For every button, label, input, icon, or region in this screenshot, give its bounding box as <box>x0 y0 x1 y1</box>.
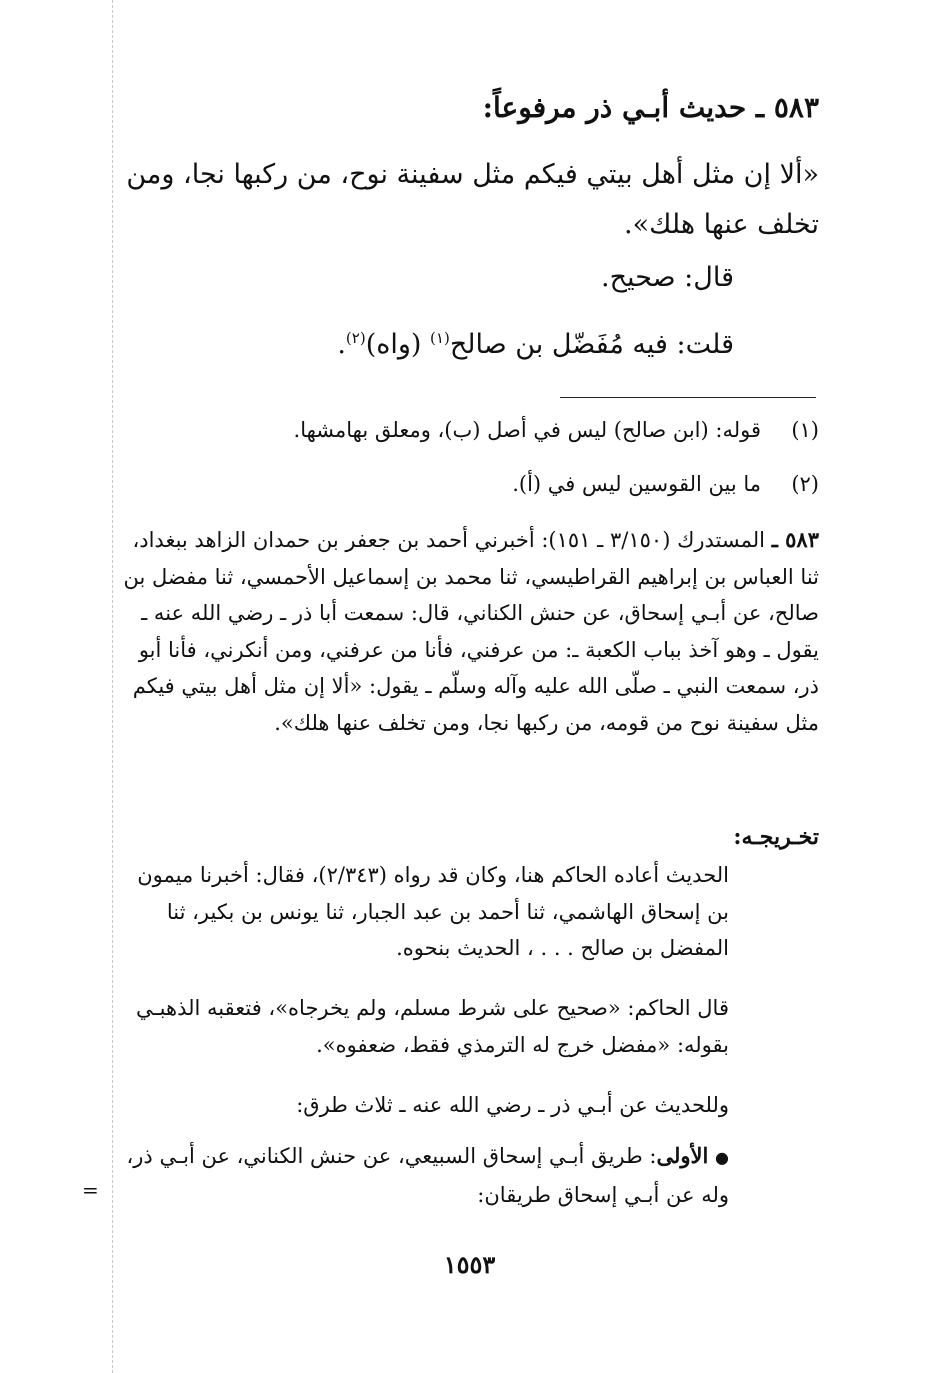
continuation-mark: = <box>82 1178 99 1202</box>
takhrij-heading: تخـريجـه: <box>733 824 819 850</box>
hadith-text: «ألا إن مثل أهل بيتي فيكم مثل سفينة نوح، من ركبها نجا، ومن تخلف عنها هلك». <box>126 159 819 240</box>
footnote-ref-2[interactable]: (٢) <box>345 329 366 347</box>
footnote-1-text: قوله: (ابن صالح) ليس في أصل (ب)، ومعلق بهامشها. <box>293 418 761 442</box>
hakim-verdict: قال: صحيح. <box>601 262 734 293</box>
footnote-1 <box>119 414 819 446</box>
footnote-ref-1[interactable]: (١) <box>430 329 450 347</box>
footnote-1-number: (١) <box>791 418 819 442</box>
commentary-text: المستدرك (٣/١٥٠ ـ ١٥١): أخبرني أحمد بن جعفر بن حمدان الزاهد ببغداد، ثنا العباس بن إبراهيم القراطيسي، ثنا محمد بن إسماعيل الأحمسي، ثنا مفضل بن صالح، عن أبـي إسحاق، عن حنش الكناني، قال: سمعت أبا ذر ـ رضي الله عنه ـ يقول ـ وهو آخذ بباب الكعبة ـ: من عرفني، فأنا من عرفني، ومن أنكرني، فأنا أبو ذر، سمعت النبي ـ صلّى الله عليه وآله وسلّم ـ يقول: «ألا إن مثل أهل بيتي فيكم مثل سفينة نوح من قومه، من ركبها نجا، ومن تخلف عنها هلك». <box>123 528 819 735</box>
takhrij-paragraph-1: الحديث أعاده الحاكم هنا، وكان قد رواه (٢/٣٤٣)، فقال: أخبرنا ميمون بن إسحاق الهاشمي، ثنا أحمد بن عبد الجبار، ثنا يونس بن بكير، ثنا المفضل بن صالح . . . ، الحديث بنحوه. <box>137 863 729 960</box>
route-label: الأولى <box>656 1143 709 1168</box>
hadith-heading: ٥٨٣ ـ حديث أبـي ذر مرفوعاً: <box>482 91 819 124</box>
commentary-paragraph <box>119 522 819 741</box>
bullet-icon: ● <box>715 1148 729 1167</box>
takhrij-paragraph-4 <box>119 1138 729 1213</box>
commentary-number: ٥٨٣ ـ <box>771 527 819 552</box>
verdict-prefix: قلت: فيه مُفَضّل بن صالح <box>449 329 734 360</box>
footnote-separator <box>560 397 816 398</box>
footnote-2-text: ما بين القوسين ليس في (أ). <box>512 472 761 496</box>
route-text: : طريق أبـي إسحاق السبيعي، عن حنش الكناني، عن أبـي ذر، وله عن أبـي إسحاق طريقان: <box>126 1144 729 1207</box>
dhahabi-verdict <box>337 318 734 365</box>
takhrij-paragraph-2: قال الحاكم: «صحيح على شرط مسلم، ولم يخرجاه»، فتعقبه الذهبـي بقوله: «مفضل خرج له الترمذي فقط، ضعفوه». <box>136 996 729 1057</box>
footnote-2-number: (٢) <box>791 472 819 496</box>
verdict-end: . <box>337 329 346 360</box>
takhrij-paragraph-3: وللحديث عن أبـي ذر ـ رضي الله عنه ـ ثلاث طرق: <box>296 1093 729 1117</box>
page-number: ١٥٥٣ <box>443 1250 496 1279</box>
verdict-middle: (واه) <box>365 329 431 360</box>
footnote-2 <box>119 468 819 500</box>
